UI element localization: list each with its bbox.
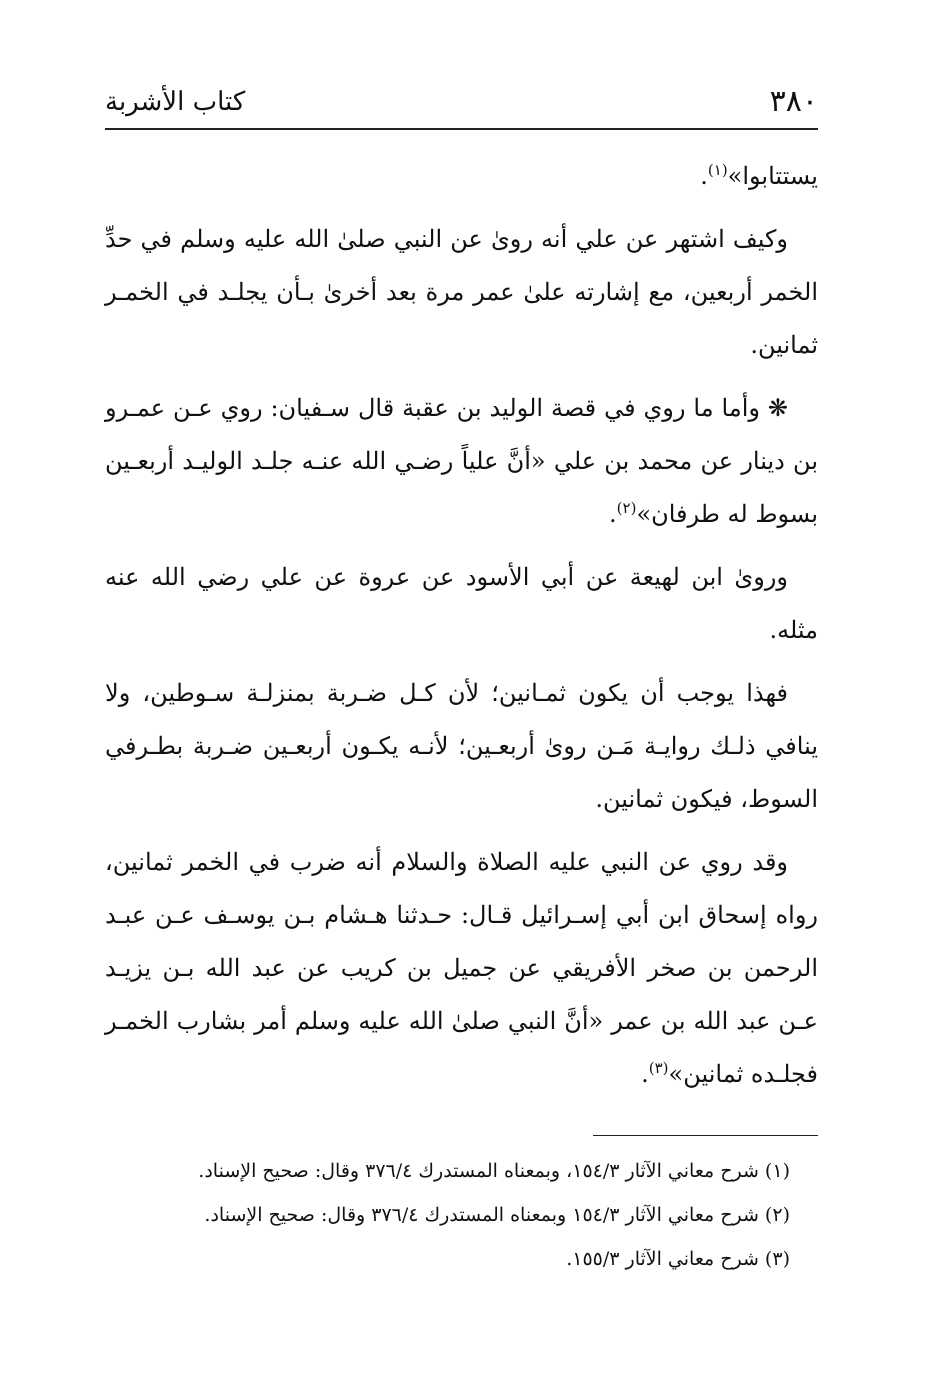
- footnote: (٢) شرح معاني الآثار ١٥٤/٣ وبمعناه المستدرك ٣٧٦/٤ وقال: صحيح الإسناد.: [204, 1204, 790, 1226]
- paragraph-text: فهذا يوجب أن يكون ثمـانين؛ لأن كـل ضـربة بمنزلـة سـوطين، ولا ينافي ذلـك روايـة مَـن روىٰ أربعـين؛ لأنـه يكـون أربعـين ضـربة بطـرفي السوط، فيكون ثمانين.: [105, 679, 818, 813]
- body-text: [105, 150, 818, 1101]
- paragraph: [105, 382, 818, 541]
- footnotes: [105, 1150, 818, 1280]
- book-page: [105, 78, 818, 1338]
- paragraph-continuation: [105, 150, 818, 203]
- paragraph-text: وكيف اشتهر عن علي أنه روىٰ عن النبي صلىٰ الله عليه وسلم في حدِّ الخمر أربعين، مع إشارته علىٰ عمر مرة بعد أخرىٰ بـأن يجلـد في الخمـر ثمانين.: [105, 225, 818, 359]
- paragraph: [105, 836, 818, 1101]
- paragraph-end: .: [641, 1060, 649, 1088]
- paragraph: [105, 551, 818, 657]
- page-number: ٣٨٠: [769, 84, 818, 119]
- paragraph: [105, 213, 818, 372]
- book-title: كتاب الأشربة: [105, 87, 246, 117]
- footnote: (٣) شرح معاني الآثار ١٥٥/٣.: [566, 1248, 790, 1270]
- footnote: (١) شرح معاني الآثار ١٥٤/٣، وبمعناه المستدرك ٣٧٦/٤ وقال: صحيح الإسناد.: [198, 1160, 790, 1182]
- paragraph-text: وروىٰ ابن لهيعة عن أبي الأسود عن عروة عن علي رضي الله عنه مثله.: [105, 563, 818, 644]
- paragraph: [105, 667, 818, 826]
- paragraph-text: ❋ وأما ما روي في قصة الوليد بن عقبة قال سـفيان: روي عـن عمـرو بن دينار عن محمد بن علي «أنَّ علياً رضـي الله عنـه جلـد الوليـد أربعـين بسوط له طرفان»: [105, 394, 818, 528]
- paragraph-end: .: [700, 162, 708, 190]
- footnote-ref: (٢): [616, 499, 637, 517]
- paragraph-text: يستتابوا»: [727, 162, 818, 190]
- running-header: [105, 78, 818, 130]
- paragraph-end: .: [609, 500, 617, 528]
- footnote-separator: [593, 1135, 818, 1136]
- footnote-ref: (٣): [648, 1059, 669, 1077]
- footnote-ref: (١): [707, 161, 728, 179]
- paragraph-text: وقد روي عن النبي عليه الصلاة والسلام أنه ضرب في الخمر ثمانين، رواه إسحاق ابن أبي إسـرائيل قـال: حـدثنا هـشام بـن يوسـف عـن عبـد الرحمن بن صخر الأفريقي عن جميل بن كريب عن عبد الله بـن يزيـد عـن عبد الله بن عمر «أنَّ النبي صلىٰ الله عليه وسلم أمر بشارب الخمـر فجلـده ثمانين»: [105, 848, 818, 1088]
